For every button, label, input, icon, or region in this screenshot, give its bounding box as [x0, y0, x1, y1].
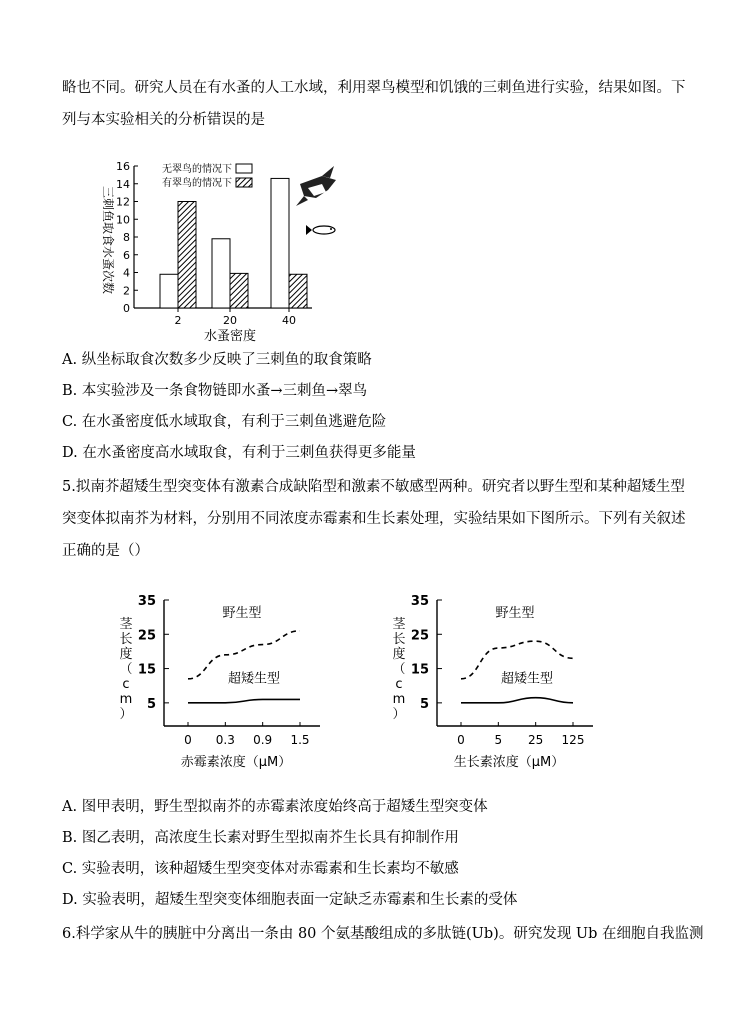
dwarf-mutant-curve [188, 699, 300, 702]
line-series-label: 野生型 [495, 606, 535, 622]
line-y-tick-label: 5 [419, 696, 429, 712]
line-y-tick-label: 25 [410, 628, 429, 644]
bar-with-kingfisher [178, 202, 196, 309]
bar-x-tick-label: 20 [223, 314, 237, 327]
kingfisher-illustration [296, 166, 336, 206]
line-y-tick-label: 35 [410, 594, 429, 609]
bar-with-kingfisher [289, 274, 307, 308]
bar-chart-feeding [90, 158, 360, 348]
line-chart-auxin [385, 588, 605, 773]
line-series-label: 超矮生型 [500, 671, 554, 687]
line-series-label: 野生型 [222, 606, 262, 622]
bar-no-kingfisher [271, 178, 289, 308]
line-x-label: 生长素浓度（μM） [453, 755, 565, 770]
bar-y-tick-label: 8 [123, 231, 130, 244]
bar-y-tick-label: 0 [123, 302, 130, 315]
bar-chart-xlabel: 水蚤密度 [203, 329, 257, 344]
q5-stem-line-2: 突变体拟南芥为材料，分别用不同浓度赤霉素和生长素处理，实验结果如下图所示。下列有关叙述 [62, 511, 686, 527]
bar-legend-label: 有翠鸟的情况下 [162, 178, 232, 189]
line-x-tick-label: 1.5 [290, 733, 310, 747]
line-x-tick-label: 0 [184, 733, 192, 747]
line-y-tick-label: 15 [410, 662, 429, 678]
q6-stem-line-1: 6.科学家从牛的胰脏中分离出一条由 80 个氨基酸组成的多肽链(Ub)。研究发现 Ub 在细胞自我监测 [62, 926, 704, 942]
bar-y-tick-label: 4 [123, 266, 130, 280]
bar-no-kingfisher [212, 239, 230, 308]
q5-option-d: D. 实验表明，超矮生型突变体细胞表面一定缺乏赤霉素和生长素的受体 [62, 892, 518, 908]
line-x-tick-label: 5 [494, 733, 503, 747]
bar-no-kingfisher [160, 274, 178, 308]
q5-option-c: C. 实验表明，该种超矮生型突变体对赤霉素和生长素均不敏感 [62, 861, 459, 877]
line-y-tick-label: 15 [137, 662, 156, 678]
bar-y-tick-label: 12 [116, 195, 130, 209]
line-x-tick-label: 0.3 [215, 733, 235, 747]
q5-option-a: A. 图甲表明，野生型拟南芥的赤霉素浓度始终高于超矮生型突变体 [62, 799, 488, 815]
q4-stem-line-1: 略也不同。研究人员在有水蚤的人工水域，利用翠鸟模型和饥饿的三刺鱼进行实验，结果如图。下 [62, 80, 686, 96]
line-series-label: 超矮生型 [227, 671, 281, 687]
q4-option-a: A. 纵坐标取食次数多少反映了三刺鱼的取食策略 [62, 352, 372, 368]
q4-option-d: D. 在水蚤密度高水域取食，有利于三刺鱼获得更多能量 [62, 445, 416, 461]
q5-stem-line-1: 5.拟南芥超矮生型突变体有激素合成缺陷型和激素不敏感型两种。研究者以野生型和某种超矮生型 [62, 479, 685, 495]
line-y-label: 茎长度（ c m ） [119, 617, 133, 722]
line-y-tick-label: 5 [146, 696, 156, 712]
bar-y-tick-label: 16 [116, 160, 130, 173]
bar-y-tick-label: 6 [123, 248, 130, 262]
q5-option-b: B. 图乙表明，高浓度生长素对野生型拟南芥生长具有抑制作用 [62, 830, 459, 846]
line-x-tick-label: 0.9 [253, 733, 273, 747]
bar-x-tick-label: 40 [282, 314, 296, 327]
bar-with-kingfisher [230, 273, 248, 308]
bar-x-tick-label: 2 [174, 314, 182, 327]
line-x-label: 赤霉素浓度（μM） [180, 755, 292, 770]
bar-y-tick-label: 14 [116, 177, 130, 191]
bar-legend-label: 无翠鸟的情况下 [162, 164, 232, 175]
dwarf-mutant-curve [461, 698, 573, 703]
fish-illustration [306, 225, 335, 235]
line-x-tick-label: 0 [457, 733, 465, 747]
line-x-tick-label: 25 [528, 733, 544, 747]
q4-option-c: C. 在水蚤密度低水域取食，有利于三刺鱼逃避危险 [62, 414, 387, 430]
line-x-tick-label: 125 [561, 733, 585, 747]
line-chart-gibberellin [112, 588, 332, 773]
bar-y-tick-label: 2 [123, 284, 130, 298]
q5-stem-line-3: 正确的是（） [62, 543, 149, 559]
bar-y-tick-label: 10 [116, 213, 130, 227]
q4-stem-line-2: 列与本实验相关的分析错误的是 [62, 112, 265, 128]
bar-chart-ylabel: 三刺鱼取食水蚤次数 [101, 185, 115, 295]
bar-legend-swatch-hatched [236, 178, 252, 187]
bar-legend-swatch-open [236, 164, 252, 173]
line-y-label: 茎长度（ c m ） [392, 617, 406, 722]
q4-option-b: B. 本实验涉及一条食物链即水蚤→三刺鱼→翠鸟 [62, 383, 368, 399]
line-y-tick-label: 25 [137, 628, 156, 644]
line-y-tick-label: 35 [137, 594, 156, 609]
